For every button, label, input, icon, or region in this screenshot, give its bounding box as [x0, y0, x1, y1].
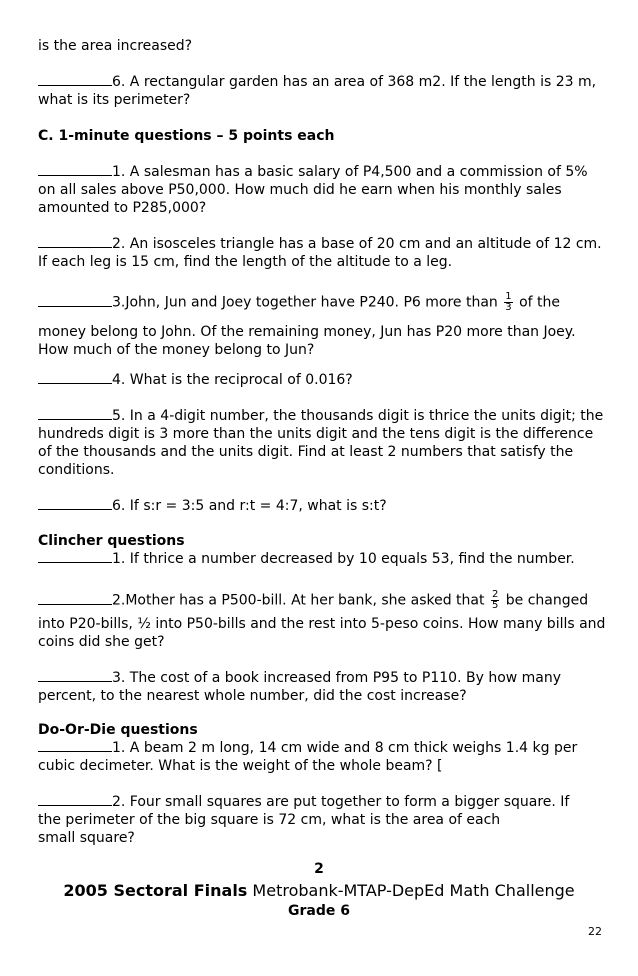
- question-text: 2.Mother has a P500-bill. At her bank, she asked that: [112, 592, 485, 609]
- text-line: conditions.: [38, 462, 115, 478]
- question-text: 6. A rectangular garden has an area of 368 m2. If the length is 23 m,: [112, 74, 597, 90]
- fraction-one-third: [504, 292, 512, 313]
- answer-blank: [38, 73, 112, 86]
- text-line: cubic decimeter. What is the weight of the whole beam? [: [38, 758, 443, 774]
- question-text: 6. If s:r = 3:5 and r:t = 4:7, what is s:t?: [112, 498, 387, 514]
- page-number: 22: [588, 925, 602, 938]
- question-c2: [38, 235, 602, 253]
- text-line: amounted to P285,000?: [38, 200, 207, 216]
- text-line: what is its perimeter?: [38, 92, 191, 108]
- footer-title-rest: Metrobank-MTAP-DepEd Math Challenge: [247, 881, 575, 900]
- section-heading-do-or-die: Do-Or-Die questions: [38, 722, 198, 738]
- answer-blank: [38, 294, 112, 307]
- text-line: small square?: [38, 830, 135, 846]
- text-line: money belong to John. Of the remaining money, Jun has P20 more than Joey.: [38, 324, 576, 340]
- question-k3: [38, 669, 561, 687]
- footer-title: [0, 881, 638, 900]
- question-d2: [38, 793, 569, 811]
- fraction-denominator: 3: [505, 302, 512, 313]
- question-text: of the: [519, 294, 560, 311]
- text-line: of the thousands and the units digit. Find at least 2 numbers that satisfy the: [38, 444, 574, 460]
- question-text: 1. If thrice a number decreased by 10 equals 53, find the number.: [112, 551, 575, 567]
- question-c4: [38, 371, 353, 389]
- section-heading-c: C. 1-minute questions – 5 points each: [38, 128, 335, 144]
- text-line: is the area increased?: [38, 38, 193, 54]
- answer-blank: [38, 739, 112, 752]
- question-c1: [38, 163, 588, 181]
- question-text: 4. What is the reciprocal of 0.016?: [112, 372, 353, 388]
- question-c5: [38, 407, 603, 425]
- text-line: into P20-bills, ½ into P50-bills and the rest into 5-peso coins. How many bills and: [38, 616, 606, 632]
- text-line: the perimeter of the big square is 72 cm, what is the area of each: [38, 812, 501, 828]
- text-line: coins did she get?: [38, 634, 165, 650]
- answer-blank: [38, 235, 112, 248]
- question-text: 5. In a 4-digit number, the thousands digit is thrice the units digit; the: [112, 408, 604, 424]
- answer-blank: [38, 592, 112, 605]
- fraction-denominator: 5: [491, 600, 499, 611]
- answer-blank: [38, 163, 112, 176]
- text-line: on all sales above P50,000. How much did he earn when his monthly sales: [38, 182, 562, 198]
- fraction-numerator: 2: [491, 589, 499, 600]
- text-line: How much of the money belong to Jun?: [38, 342, 315, 358]
- question-text: 3. The cost of a book increased from P95 to P110. By how many: [112, 670, 562, 686]
- question-d1: [38, 739, 577, 757]
- section-heading-clincher: Clincher questions: [38, 533, 185, 549]
- question-text: 2. Four small squares are put together to form a bigger square. If: [112, 794, 570, 810]
- question-k2: [38, 590, 588, 611]
- question-6-area: [38, 73, 596, 91]
- answer-blank: [38, 497, 112, 510]
- answer-blank: [38, 407, 112, 420]
- answer-blank: [38, 669, 112, 682]
- question-text: 1. A beam 2 m long, 14 cm wide and 8 cm thick weighs 1.4 kg per: [112, 740, 578, 756]
- question-text: 1. A salesman has a basic salary of P4,500 and a commission of 5%: [112, 164, 588, 180]
- text-line: If each leg is 15 cm, find the length of the altitude to a leg.: [38, 254, 453, 270]
- text-line: hundreds digit is 3 more than the units digit and the tens digit is the difference: [38, 426, 594, 442]
- fraction-two-fifths: [491, 590, 499, 611]
- answer-blank: [38, 550, 112, 563]
- text-line: percent, to the nearest whole number, did the cost increase?: [38, 688, 467, 704]
- footer-page-label: 2: [314, 861, 324, 877]
- question-k1: [38, 550, 575, 568]
- answer-blank: [38, 371, 112, 384]
- question-text: 2. An isosceles triangle has a base of 20 cm and an altitude of 12 cm.: [112, 236, 602, 252]
- question-text: 3.John, Jun and Joey together have P240. P6 more than: [112, 294, 498, 311]
- answer-blank: [38, 793, 112, 806]
- footer-grade: Grade 6: [288, 903, 350, 919]
- footer-title-bold: 2005 Sectoral Finals: [63, 881, 248, 900]
- question-c6: [38, 497, 387, 515]
- question-text: be changed: [505, 592, 589, 609]
- question-c3: [38, 292, 560, 313]
- fraction-numerator: 1: [505, 291, 512, 302]
